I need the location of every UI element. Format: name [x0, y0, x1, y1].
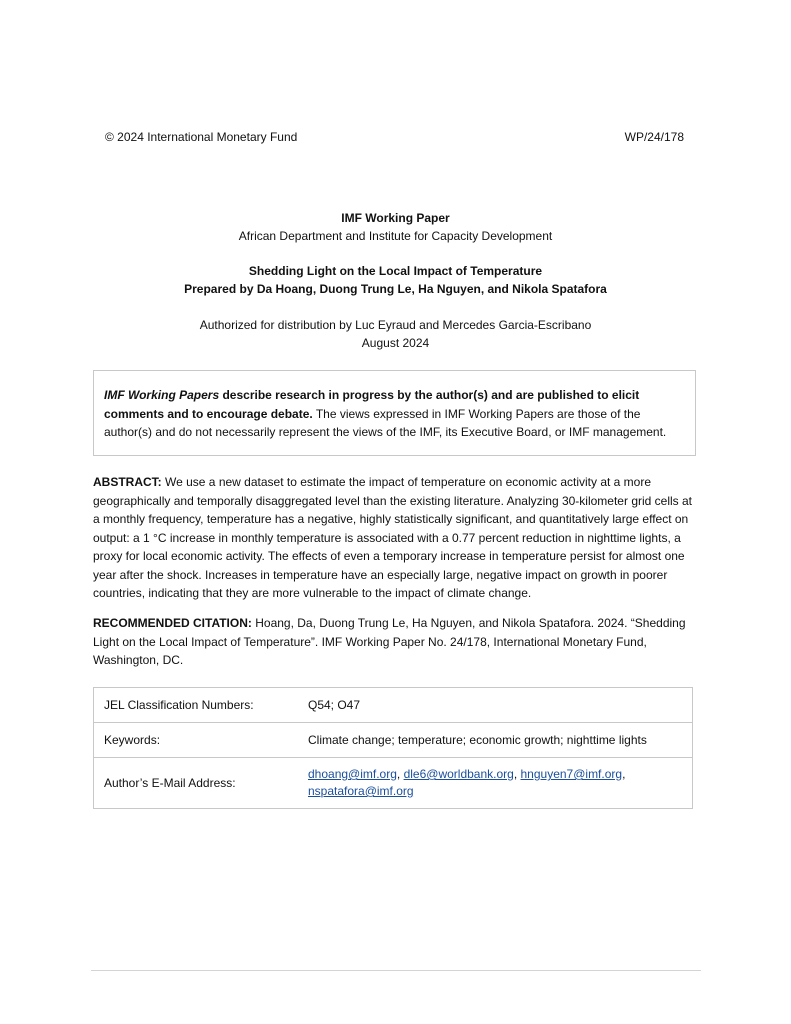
abstract-paragraph — [93, 473, 696, 603]
citation-text: Hoang, Da, Duong Trung Le, Ha Nguyen, and Nikola Spatafora. 2024. “Shedding Light on the Local Impact of Temperature”. IMF Working Paper No. 24/178, International Monetary Fund, Washington, DC. — [93, 616, 686, 667]
table-row-keywords — [94, 723, 693, 758]
disclaimer-series-name: IMF Working Papers — [104, 388, 220, 402]
publication-date: August 2024 — [361, 336, 430, 350]
email-trailing-comma: , — [622, 767, 626, 781]
table-row-jel — [94, 688, 693, 723]
email-separator: , — [513, 767, 521, 781]
title-block — [0, 209, 791, 245]
authors-line: Prepared by Da Hoang, Duong Trung Le, Ha Nguyen, and Nikola Spatafora — [184, 282, 607, 296]
disclaimer-body: The views expressed in IMF Working Papers are those of the author(s) and do not necessarily represent the views of the IMF, its Executive Board, or IMF management. — [104, 406, 667, 439]
department: African Department and Institute for Capacity Development — [238, 229, 553, 243]
authorization-block — [0, 316, 791, 352]
email-link-le[interactable]: dle6@worldbank.org — [403, 767, 514, 781]
page-header — [105, 130, 684, 144]
authorized-by: Authorized for distribution by Luc Eyraud and Mercedes Garcia-Escribano — [199, 318, 592, 332]
metadata-table — [93, 687, 693, 809]
email-link-hoang[interactable]: dhoang@imf.org — [308, 767, 397, 781]
disclaimer-box — [93, 370, 696, 456]
paper-title: Shedding Light on the Local Impact of Temperature — [248, 264, 543, 278]
jel-value: Q54; O47 — [298, 688, 693, 723]
paper-number: WP/24/178 — [624, 130, 684, 144]
email-value — [298, 758, 693, 809]
series-name: IMF Working Paper — [341, 211, 450, 225]
email-label: Author’s E-Mail Address: — [94, 758, 299, 809]
disclaimer-lead: describe research in progress by the author(s) and are published to elicit comments and to encourage debate. — [104, 388, 640, 421]
keywords-value: Climate change; temperature; economic growth; nighttime lights — [298, 723, 693, 758]
keywords-label: Keywords: — [94, 723, 299, 758]
abstract-label: ABSTRACT: — [93, 475, 162, 489]
abstract-text: We use a new dataset to estimate the impact of temperature on economic activity at a more geographically and temporally disaggregated level than the existing literature. Analyzing 30-kilometer grid cells at a monthly frequency, temperature has a negative, highly statistically significant, and quantitatively large effect on output: a 1 °C increase in monthly temperature is associated with a 0.77 percent reduction in nighttime lights, a proxy for local economic activity. The effects of even a temporary increase in temperature persist for almost one year after the shock. Increases in temperature have an especially large, negative impact on growth in poorer countries, indicating that they are more vulnerable to the impact of climate change. — [93, 475, 693, 600]
title-authors-block — [0, 262, 791, 298]
jel-label: JEL Classification Numbers: — [94, 688, 299, 723]
table-row-email — [94, 758, 693, 809]
footer-divider — [91, 970, 701, 971]
copyright-notice: © 2024 International Monetary Fund — [105, 130, 298, 144]
email-separator: , — [396, 767, 404, 781]
citation-label: RECOMMENDED CITATION: — [93, 616, 252, 630]
email-link-nguyen[interactable]: hnguyen7@imf.org — [520, 767, 623, 781]
citation-paragraph — [93, 614, 696, 670]
email-link-spatafora[interactable]: nspatafora@imf.org — [308, 784, 414, 798]
